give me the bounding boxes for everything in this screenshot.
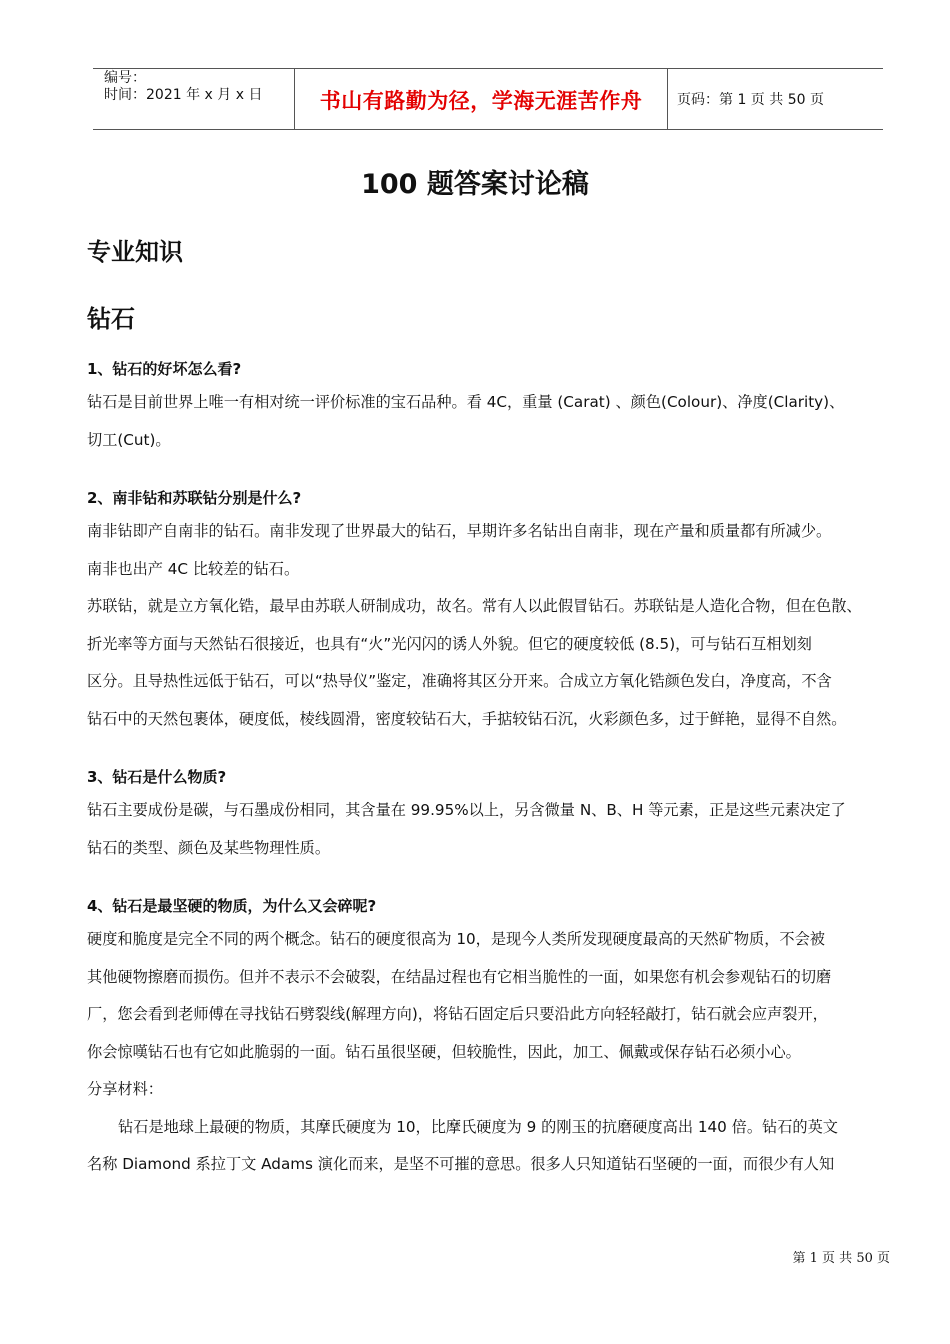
header-meta bbox=[104, 70, 262, 104]
paragraph-line: 硬度和脆度是完全不同的两个概念。钻石的硬度很高为 10，是现今人类所发现硬度最高的天然矿物质，不会被 bbox=[87, 930, 825, 948]
paragraph-line: 名称 Diamond 系拉丁文 Adams 演化而来，是坚不可摧的意思。很多人只知道钻石坚硬的一面，而很少有人知 bbox=[87, 1155, 835, 1173]
time-label: 时间：2021 年 x 月 x 日 bbox=[104, 87, 263, 103]
paragraph-line: 钻石的类型、颜色及某些物理性质。 bbox=[87, 838, 330, 857]
question-heading: 1、钻石的好坏怎么看? bbox=[87, 360, 242, 378]
paragraph-line: 分享材料： bbox=[87, 1080, 163, 1098]
paragraph-line: 南非钻即产自南非的钻石。南非发现了世界最大的钻石，早期许多名钻出自南非，现在产量和质量都有所减少。 bbox=[87, 522, 832, 540]
header-motto: 书山有路勤为径，学海无涯苦作舟 bbox=[319, 89, 643, 113]
paragraph-line: 钻石是地球上最硬的物质，其摩氏硬度为 10，比摩氏硬度为 9 的刚玉的抗磨硬度高出 140 倍。钻石的英文 bbox=[118, 1117, 838, 1136]
paragraph-line: 厂，您会看到老师傅在寻找钻石劈裂线(解理方向)，将钻石固定后只要沿此方向轻轻敲打，钻石就会应声裂开， bbox=[87, 1005, 828, 1023]
subsection-heading: 钻石 bbox=[87, 305, 135, 333]
paragraph-line: 其他硬物擦磨而损伤。但并不表示不会破裂，在结晶过程也有它相当脆性的一面，如果您有机会参观钻石的切磨 bbox=[87, 967, 832, 986]
question-heading: 2、南非钻和苏联钻分别是什么? bbox=[87, 489, 302, 507]
paragraph-line: 苏联钻，就是立方氧化锆，最早由苏联人研制成功，故名。常有人以此假冒钻石。苏联钻是人造化合物，但在色散、 bbox=[87, 597, 862, 615]
number-label: 编号： bbox=[104, 70, 146, 86]
header-page-info: 页码：第 1 页 共 50 页 bbox=[677, 92, 824, 108]
paragraph-line: 钻石主要成份是碳，与石墨成份相同，其含量在 99.95%以上，另含微量 N、B、H 等元素，正是这些元素决定了 bbox=[87, 801, 846, 819]
page-footer: 第 1 页 共 50 页 bbox=[792, 1251, 890, 1266]
document-body bbox=[87, 355, 897, 1184]
question-heading: 3、钻石是什么物质? bbox=[87, 768, 227, 786]
paragraph-line: 切工(Cut)。 bbox=[87, 430, 171, 449]
document-title: 100 题答案讨论稿 bbox=[361, 169, 589, 200]
header-table bbox=[93, 68, 883, 130]
paragraph-line: 折光率等方面与天然钻石很接近，也具有“火”光闪闪的诱人外貌。但它的硬度较低 (8.5)，可与钻石互相划刻 bbox=[87, 634, 812, 653]
header-divider bbox=[667, 69, 668, 129]
section-heading: 专业知识 bbox=[87, 238, 183, 266]
paragraph-line: 南非也出产 4C 比较差的钻石。 bbox=[87, 559, 300, 578]
paragraph-line: 钻石是目前世界上唯一有相对统一评价标准的宝石品种。看 4C，重量 (Carat) 、颜色(Colour)、净度(Clarity)、 bbox=[87, 393, 845, 411]
question-heading: 4、钻石是最坚硬的物质，为什么又会碎呢? bbox=[87, 897, 377, 915]
paragraph-line: 区分。且导热性远低于钻石，可以“热导仪”鉴定，准确将其区分开来。合成立方氧化锆颜色发白，净度高，不含 bbox=[87, 672, 832, 690]
paragraph-line: 你会惊嘆钻石也有它如此脆弱的一面。钻石虽很坚硬，但较脆性，因此，加工、佩戴或保存钻石必须小心。 bbox=[87, 1042, 801, 1061]
paragraph-line: 钻石中的天然包裹体，硬度低，棱线圆滑，密度较钻石大，手掂较钻石沉，火彩颜色多，过于鲜艳，显得不自然。 bbox=[87, 709, 847, 728]
